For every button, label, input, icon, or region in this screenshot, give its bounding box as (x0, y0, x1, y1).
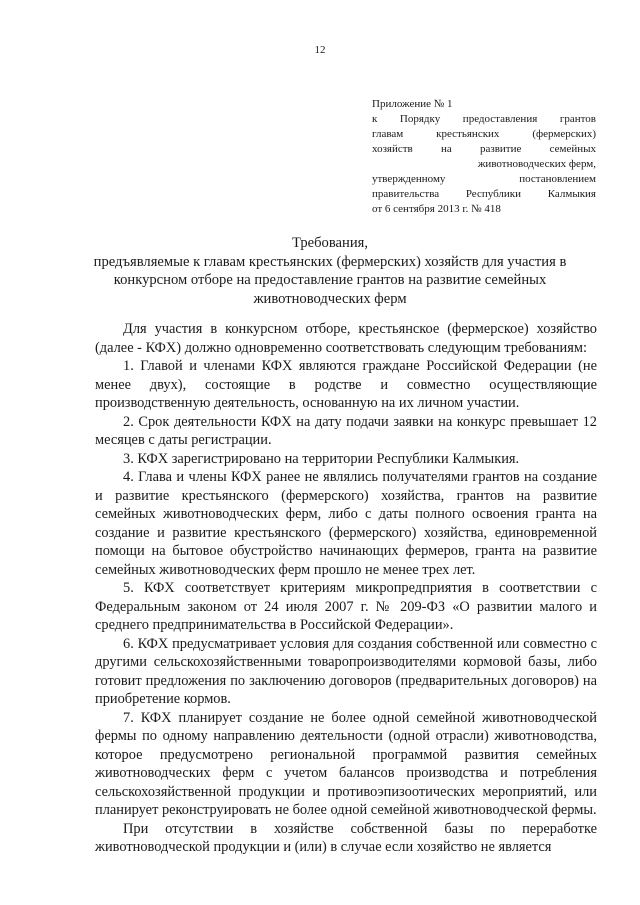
appendix-line: утвержденному постановлением (372, 173, 596, 185)
appendix-line: от 6 сентября 2013 г. № 418 (372, 203, 501, 215)
paragraph-requirement-2: 2. Срок деятельности КФХ на дату подачи заявки на конкурс превышает 12 месяцев с даты регистрации. (95, 413, 597, 448)
paragraph-closing: При отсутствии в хозяйстве собственной базы по переработке животноводческой продукции и (или) в случае если хозяйство не является (95, 820, 597, 855)
paragraph-requirement-6: 6. КФХ предусматривает условия для создания собственной или совместно с другими сельскохозяйственными товаропроизводителями кормовой базы, либо готовит предложения по заключению договоров (предварительных договоров) на приобретение кормов. (95, 635, 597, 707)
appendix-line: Приложение № 1 (372, 98, 453, 110)
paragraph-intro: Для участия в конкурсном отборе, крестьянское (фермерское) хозяйство (далее - КФХ) должно одновременно соответствовать следующим требованиям: (95, 321, 597, 356)
appendix-line: правительства Республики Калмыкия (372, 188, 596, 200)
appendix-line: животноводческих ферм, (477, 158, 596, 170)
page-number: 12 (314, 44, 326, 56)
appendix-block (372, 97, 596, 217)
paragraph-requirement-1: 1. Главой и членами КФХ являются граждане Российской Федерации (не менее двух), состоящие в родстве и совместно осуществляющие производственную деятельность, основанную на их личном участии. (95, 358, 597, 411)
paragraph-requirement-4: 4. Глава и члены КФХ ранее не являлись получателями грантов на создание и развитие крестьянского (фермерского) хозяйства, грантов на развитие семейных животноводческих ферм, либо с даты полного освоения гранта на создание и развитие крестьянского (фермерского) хозяйства, единовременной помощи на бытовое обустройство начинающих фермеров, гранта на развитие семейных животноводческих ферм прошло не менее трех лет. (95, 469, 597, 578)
appendix-line: главам крестьянских (фермерских) (372, 128, 596, 140)
document-title (60, 234, 600, 308)
paragraph-requirement-3: 3. КФХ зарегистрировано на территории Республики Калмыкия. (123, 450, 520, 467)
title-subtitle: предъявляемые к главам крестьянских (фермерских) хозяйств для участия в конкурсном отборе на предоставление грантов на развитие семейных животноводческих ферм (93, 253, 567, 307)
paragraph-requirement-5: 5. КФХ соответствует критериям микропредприятия в соответствии с Федеральным законом от 24 июля 2007 г. № 209-ФЗ «О развитии малого и среднего предпринимательства в Российской Федерации». (95, 580, 597, 633)
appendix-line: хозяйств на развитие семейных (372, 143, 596, 155)
appendix-line: к Порядку предоставления грантов (372, 113, 596, 125)
paragraph-requirement-7: 7. КФХ планирует создание не более одной семейной животноводческой фермы по одному направлению деятельности (одной отрасли) животноводства, которое предусмотрено региональной программой развития семейных животноводческих ферм с учетом балансов производства и потребления сельскохозяйственной продукции и противоэпизоотических мероприятий, или планирует реконструировать не более одной семейной животноводческой фермы. (95, 709, 597, 818)
document-body (95, 320, 597, 857)
title-heading: Требования, (291, 235, 368, 251)
